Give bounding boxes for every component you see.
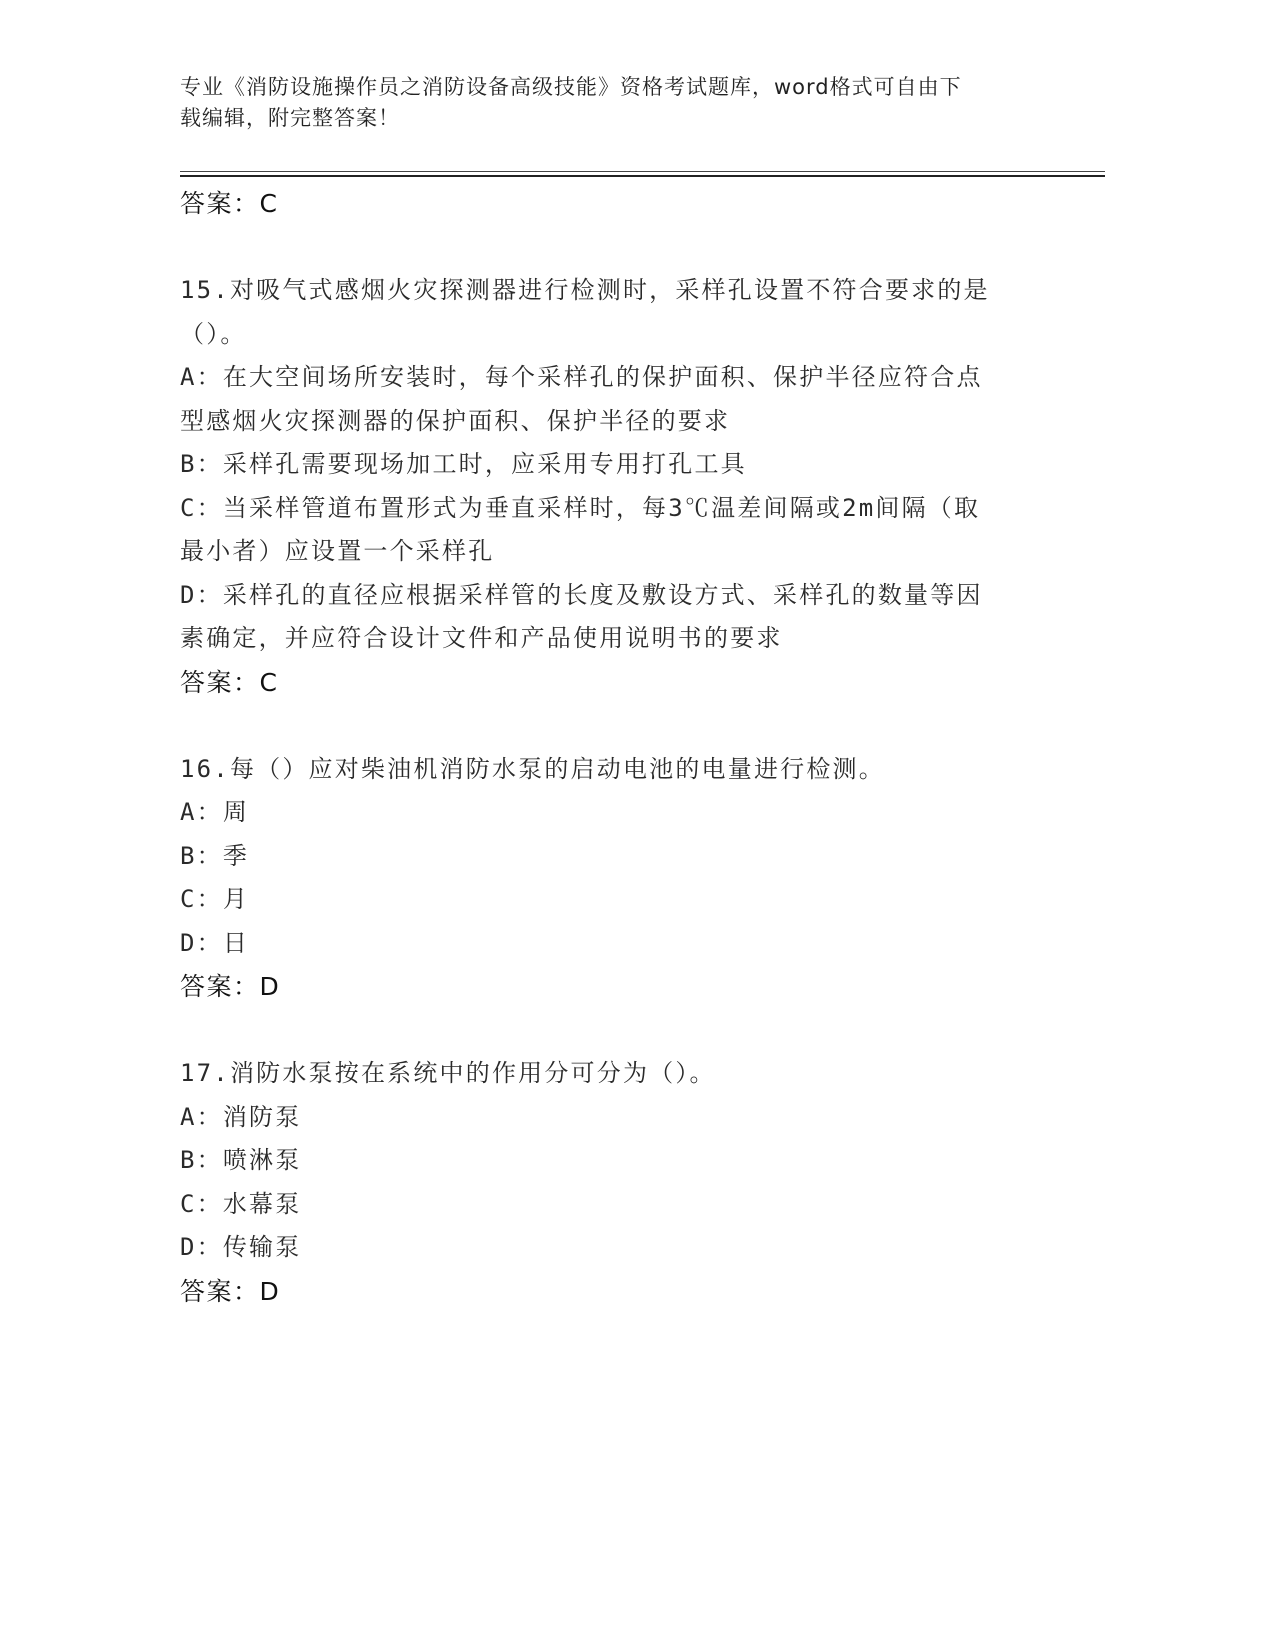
question-17-text: 17.消防水泵按在系统中的作用分可分为（）。 bbox=[180, 1059, 716, 1087]
option-d-cont: 素确定，并应符合设计文件和产品使用说明书的要求 bbox=[180, 624, 783, 652]
question-16-text: 16.每（）应对柴油机消防水泵的启动电池的电量进行检测。 bbox=[180, 754, 885, 783]
question-list bbox=[180, 182, 1060, 1313]
answer-line: 答案：C bbox=[180, 189, 279, 218]
option-b: B：采样孔需要现场加工时，应采用专用打孔工具 bbox=[180, 450, 747, 478]
header-divider-thin bbox=[180, 171, 1105, 172]
spacer bbox=[180, 226, 1060, 270]
option-a-cont: 型感烟火灾探测器的保护面积、保护半径的要求 bbox=[180, 406, 731, 435]
header-divider-thick bbox=[180, 175, 1105, 177]
header-line-1: 专业《消防设施操作员之消防设备高级技能》资格考试题库，word格式可自由下 bbox=[180, 75, 962, 99]
option-a: A：消防泵 bbox=[180, 1102, 302, 1131]
answer-line: 答案：C bbox=[180, 667, 279, 697]
option-a: A：周 bbox=[180, 798, 250, 826]
header-line-2: 载编辑，附完整答案！ bbox=[180, 106, 400, 130]
question-15-text: 15.对吸气式感烟火灾探测器进行检测时，采样孔设置不符合要求的是 bbox=[180, 276, 990, 304]
option-c: C：月 bbox=[180, 885, 250, 913]
document-header bbox=[180, 72, 1060, 134]
option-a: A：在大空间场所安装时，每个采样孔的保护面积、保护半径应符合点 bbox=[180, 363, 983, 391]
option-d: D：传输泵 bbox=[180, 1233, 302, 1261]
option-d: D：采样孔的直径应根据采样管的长度及敷设方式、采样孔的数量等因 bbox=[180, 580, 983, 609]
option-c: C：水幕泵 bbox=[180, 1189, 302, 1218]
option-b: B：喷淋泵 bbox=[180, 1146, 302, 1174]
answer-line: 答案：D bbox=[180, 972, 281, 1001]
spacer bbox=[180, 704, 1060, 748]
option-c: C：当采样管道布置形式为垂直采样时，每3℃温差间隔或2m间隔（取 bbox=[180, 493, 981, 522]
option-d: D：日 bbox=[180, 928, 250, 957]
option-c-cont: 最小者）应设置一个采样孔 bbox=[180, 537, 495, 565]
answer-line: 答案：D bbox=[180, 1276, 281, 1306]
option-b: B：季 bbox=[180, 841, 250, 870]
spacer bbox=[180, 1009, 1060, 1053]
question-15-text-cont: （）。 bbox=[180, 319, 247, 348]
